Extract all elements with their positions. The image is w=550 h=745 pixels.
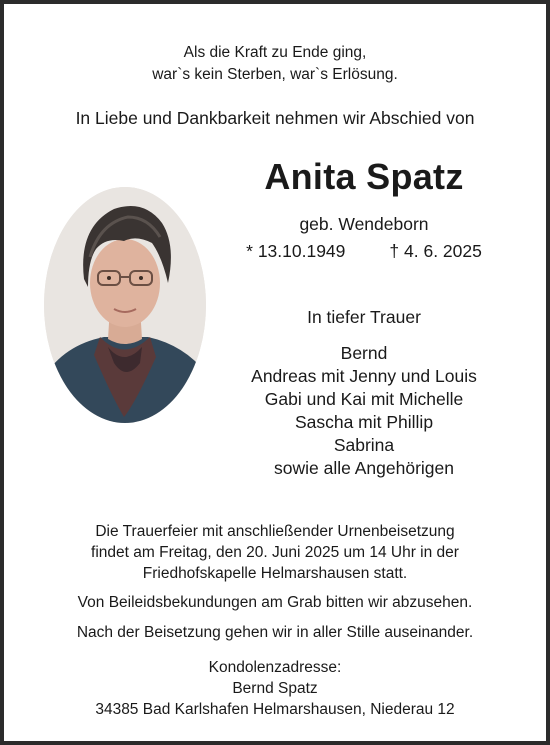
portrait-image xyxy=(44,187,206,423)
family-member: Bernd xyxy=(340,343,388,363)
address-street: 34385 Bad Karlshafen Helmarshausen, Niederau 12 xyxy=(95,701,455,718)
ceremony-line: Die Trauerfeier mit anschließender Urnenbeisetzung xyxy=(95,523,455,540)
ceremony-line: Friedhofskapelle Helmarshausen statt. xyxy=(142,565,408,582)
address-name: Bernd Spatz xyxy=(232,680,318,697)
death-date: † 4. 6. 2025 xyxy=(389,241,482,261)
family-member: Sabrina xyxy=(333,435,395,455)
life-dates xyxy=(214,241,514,262)
intro-text: In Liebe und Dankbarkeit nehmen wir Abschied von xyxy=(75,108,475,128)
verse xyxy=(4,42,546,86)
farewell-note: Nach der Beisetzung gehen wir in aller Stille auseinander. xyxy=(76,624,474,641)
maiden-name: geb. Wendeborn xyxy=(299,214,429,234)
portrait-photo xyxy=(44,187,206,423)
family-member: sowie alle Angehörigen xyxy=(274,458,454,478)
deceased-name: Anita Spatz xyxy=(264,156,464,197)
condolence-address xyxy=(4,657,546,720)
birth-date: * 13.10.1949 xyxy=(246,241,346,261)
verse-line-2: war`s kein Sterben, war`s Erlösung. xyxy=(152,66,398,83)
verse-line-1: Als die Kraft zu Ende ging, xyxy=(183,44,367,61)
ceremony-line: findet am Freitag, den 20. Juni 2025 um 14 Uhr in der xyxy=(91,544,459,561)
family-member: Gabi und Kai mit Michelle xyxy=(264,389,464,409)
family-list xyxy=(214,342,514,480)
family-member: Sascha mit Phillip xyxy=(294,412,434,432)
mourning-heading: In tiefer Trauer xyxy=(307,307,421,327)
family-member: Andreas mit Jenny und Louis xyxy=(251,366,477,386)
ceremony-notice xyxy=(4,521,546,584)
condolence-note: Von Beileidsbekundungen am Grab bitten wir abzusehen. xyxy=(77,594,473,611)
address-label: Kondolenzadresse: xyxy=(208,659,342,676)
